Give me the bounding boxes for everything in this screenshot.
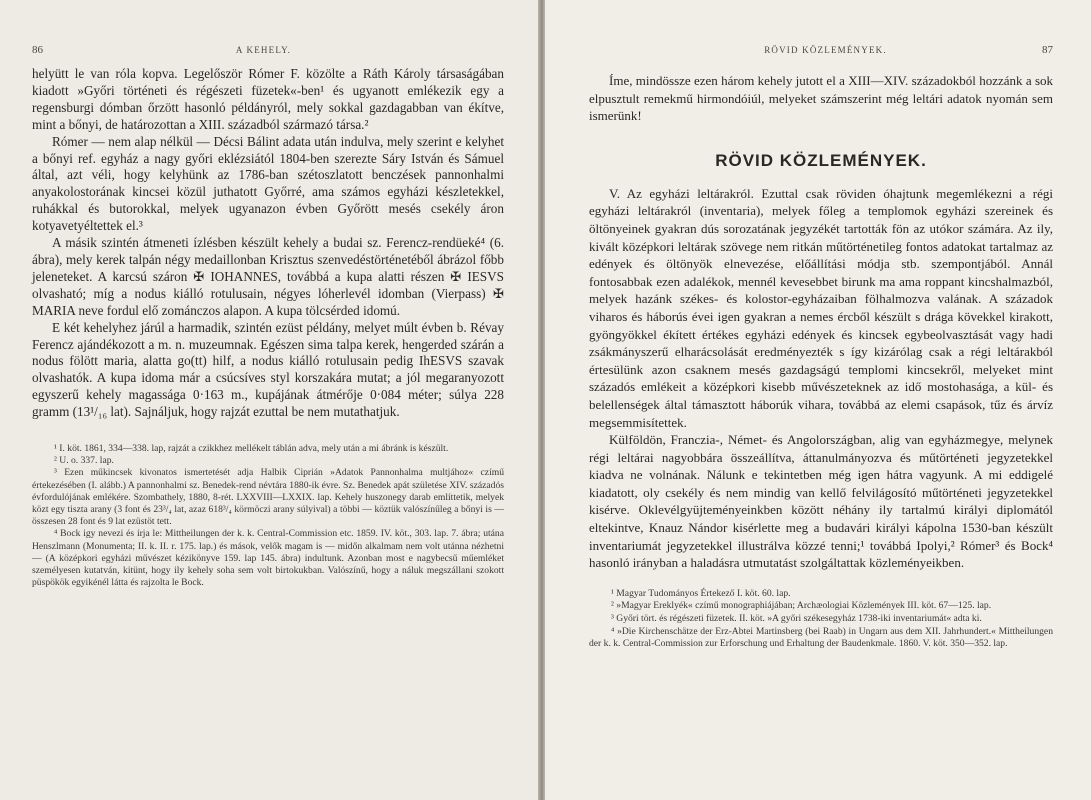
left-paragraph: A másik szintén átmeneti ízlésben készült kehely a budai sz. Ferencz-rendüeké⁴ (6. ábra), mely kerek talpán négy medaillonban Krisztus szenvedéstörténetéből ábrázol főbb jeleneteket. A karcsú száron ✠ IOHANNES, továbbá a kupa alatti részen ✠ IESVS olvasható; míg a nodus kiálló rotulusain, négyes lóherlevél idomban (Vierpass) ✠ MARIA neve fordul elő zománczos alapon. A kupa tölcsérded idomú. [32,235,504,318]
right-running-head: RÖVID KÖZLEMÉNYEK. [764,45,887,55]
left-body-text [32,66,504,421]
right-page-number: 87 [1042,44,1053,56]
left-page [0,0,540,800]
footnote: ¹ I. köt. 1861, 334—338. lap, rajzát a czikkhez mellékelt táblán adva, mely után a mi ábránk is készült. [54,443,449,455]
left-paragraph: Rómer — nem alap nélkül — Décsi Bálint adata után indulva, mely szerint e kelyhet a bőnyi ref. egyház a nagy győri eklézsiától 1804-ben szerezte Sáry István és Sámuel által, azt véli, hogy kelyhünk az 1786-ban szétoszlatott benczések pannonhalmi anyakolostorának kincsei közül juthatott Győrré, ama számos egyházi készletekkel, ruhákkal és butorokkal, melyek ugyanazon évben Győrött mesés csekély áron kotyavetyéltettek el.³ [32,133,504,234]
section-title: RÖVID KÖZLEMÉNYEK. [715,150,927,170]
footnote: ⁴ Bock igy nevezi és írja le: Mittheilungen der k. k. Central-Commission etc. 1859. IV. köt., 303. lap. 7. ábra; utána Henszlmann (Monumenta; II. k. II. r. 175. lap.) és mások, velők magam is — midőn alkalmam nem volt utánna nézhetni — (A középkori egyházi művészet kézikönyve 159. lap 145. ábra) indultunk. Azonban most e nagybecsű műemléket személyesen kutatván, kitünt, hogy ily kehely soha sem volt birtokukban. Valószínű, hogy a náluk megszállani szokott püspökök egyikénél látta és rajzolta le Bock. [32,528,504,589]
footnote: ³ Ezen műkincsek kivonatos ismertetését adja Halbik Ciprián »Adatok Pannonhalma multjához« czímű értekezésében (I. alább.) A pannonhalmi sz. Benedek-rend névtára 1880-ik évre. Sz. Benedek apát születése XIV. századós évfordulójának emlékére. Szombathely, 1880, 8-rét. LXXVIII—LXXIX. lap. Kehely huszonegy darab említtetik, melyek közt egy tiszta arany (3 font és 23³/₄ lat, azaz 618³/₄ körmöczi arany súlyival) a többi — köztük valószínűleg a bőnyi is — összesen 28 font és 9 lat ezüstöt tett. [32,467,504,528]
left-footnotes [32,443,504,589]
right-running-header [589,44,1053,66]
left-running-head: A KEHELY. [235,45,292,55]
right-paragraph: Külföldön, Franczia-, Német- és Angolországban, alig van egyházmegye, melynek régi leltárai nagyobbára összeállítva, áttanulmányozva és műtörténeti jegyzetekkel kiadva ne volnának. Nálunk e tekintetben még igen hátra vagyunk. A mi eddigelé kiadatott, oly csekély és nem mindig van kellő felvilágosító műtörténeti jegyzetekkel kisérve. Oklevélgyüjteményeinkben között néhány ily tartalmú királyi diplomától eltekintve, Knauz Nándor kisérlette meg a budavári királyi kápolna 1530-ban készült inventariumát jegyzetekkel illustrálva közzé tenni;¹ továbbá Ipolyi,² Rómer³ és Bock⁴ hasonló irányban a haladásra utmutatást szolgáltattak közleményeikben. [589,432,1053,571]
right-body-text [589,72,1053,572]
left-running-header [32,44,504,66]
right-paragraph: V. Az egyházi leltárakról. Ezuttal csak röviden óhajtunk megemlékezni a régi egyházi leltárakról (inventaria), melyek főleg a templomok egyházi szereinek és öltönyeinek gyakran dús sorozatának jegyzékét tartották fön az utókor számára. Az ily, kivált középkori leltárak szövege nem ritkán műtörténetileg fontos adatokat tartalmaz az edények és öltönyök elnevezése, előállítási módja stb. szempontjából. Annál fontosabbak ezen adalékok, mennél kevesebbet birunk ma ama roppant kincshalmazból, melyek hazánk székes- és kolostor-egyházaiban fölhalmozva valának. A századok viharos és háborús évei igen gyakran a nemes ércből készült s drága kövekkel kirakott, gyöngyökkel ékített értékes egyházi edények és kincsek egybeolvasztását vagy hadi zsákmányszerű elharácsolását eredményezték s így kizárólag csak a régi leltárakból értesülünk azon csaknem mesés gazdagságú templomi kincsekről, melyeket mint századós emlékeit a középkori kisebb művészeteknek az idő mostohasága, a kül- és belellenségek által támasztott háborúk vihara, továbbá az elemi csapások, tűz és árvíz megsemmisítettek. [589,185,1053,430]
footnote: ² U. o. 337. lap. [54,455,114,467]
left-paragraph: helyütt le van róla kopva. Legelőször Rómer F. közölte a Ráth Károly társaságában kiadott »Győri történeti és régészeti füzetek«-ben¹ és ugyanott emlékezik egy a regensburgi dómban őrzött hasonló példányról, mely sokkal gazdagabban van ékítve, mint a bőnyi, de határozottan a XIII. századból származó társa.² [32,66,504,132]
footnote: ² »Magyar Ereklyék« czímű monographiájában; Archæologiai Közlemények III. köt. 67—125. lap. [611,600,992,612]
footnote: ³ Győri tört. és régészeti füzetek. II. köt. »A győri székesegyház 1738-iki inventariumát« adta ki. [611,613,982,625]
left-page-number: 86 [32,44,43,56]
right-footnotes [589,588,1053,651]
footnote: ⁴ »Die Kirchenschätze der Erz-Abtei Martinsberg (bei Raab) in Ungarn aus dem XII. Jahrhundert.« Mittheilungen der k. k. Central-Commission zur Erforschung und Erhaltung der Baudenkmale. 1860. V. köt. 350—352. lap. [589,625,1053,650]
left-paragraph: E két kehelyhez járúl a harmadik, szintén ezüst példány, melyet múlt évben b. Révay Ferencz ajándékozott a m. n. muzeumnak. Egészen sima talpa kerek, hengerded szárán a nodus fölött maria, alatta go(tt) hilf, a nodus kiálló rotulusain pedig IhESVS szavak olvashatók. A kupa idoma már a csúcsíves styl korszakára mutat; a jól megaranyozott egyszerű kehely magassága 0·163 m., kupájának átmérője 0·084 méter; súlya 228 gramm (13¹/₁₆ lat). Sajnáljuk, hogy rajzát ezuttal be nem mutathatjuk. [32,319,504,420]
right-page [545,0,1091,800]
intro-paragraph: Íme, mindössze ezen három kehely jutott el a XIII—XIV. századokból hozzánk a sok elpusztult remekmű hirmondóiúl, melyeket számszerint még leltári adatok nyomán sem ismerünk! [589,73,1053,124]
footnote: ¹ Magyar Tudományos Értekező I. köt. 60. lap. [611,587,791,599]
